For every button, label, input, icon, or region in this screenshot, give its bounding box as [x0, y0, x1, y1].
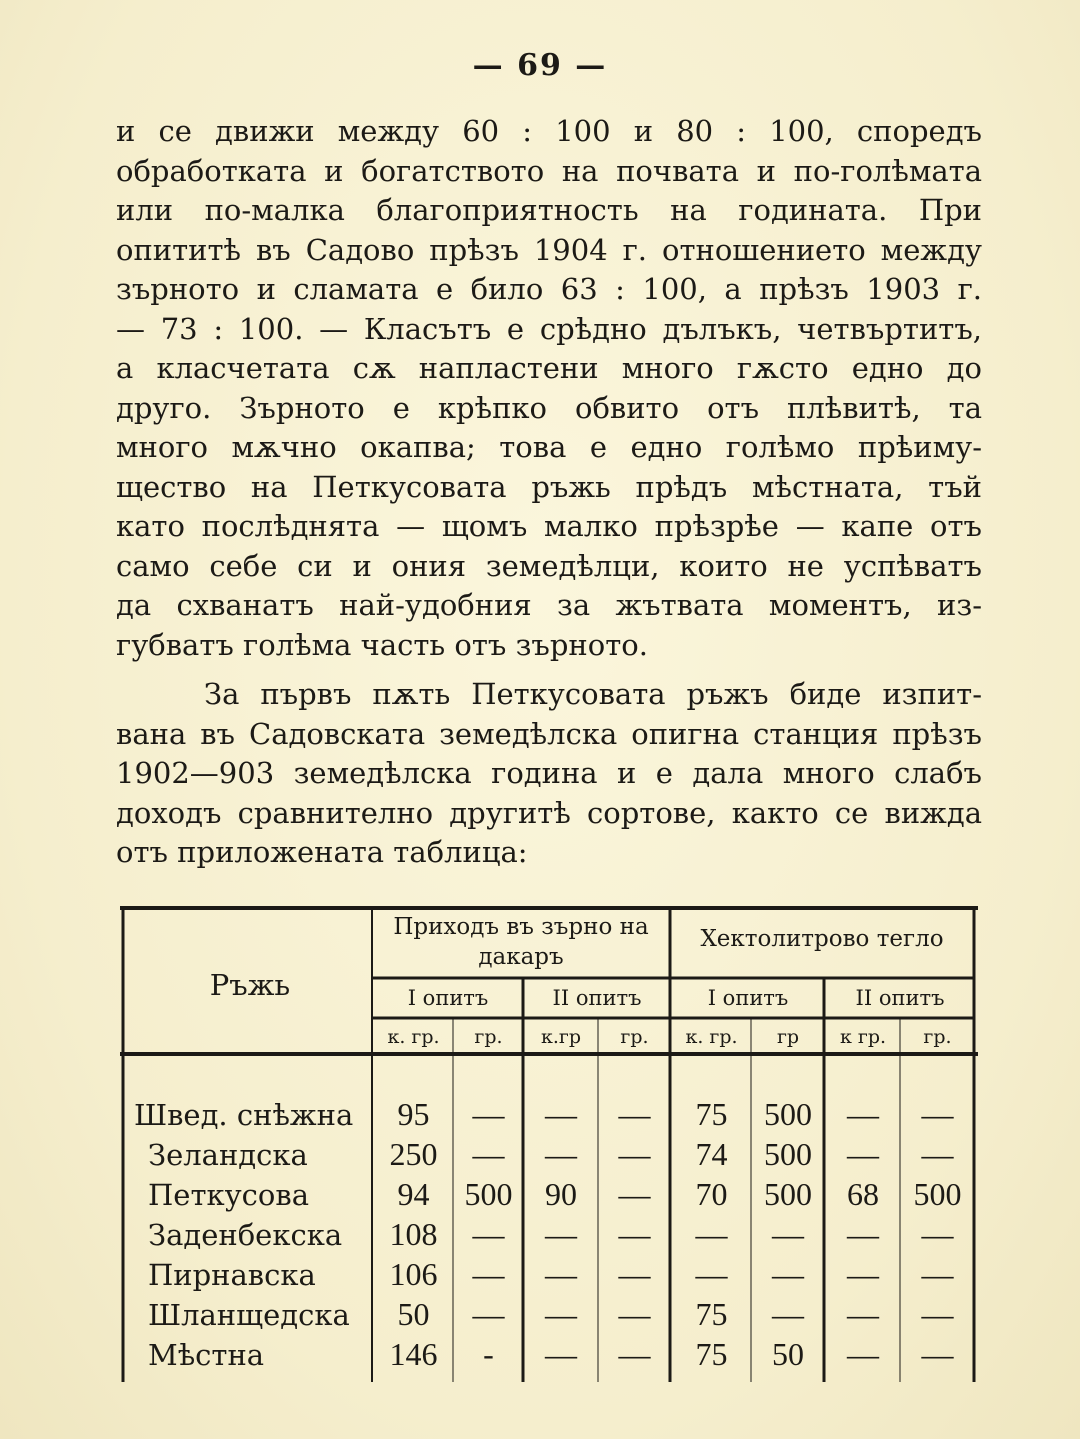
- table-cell: 146: [389, 1336, 438, 1372]
- table-cell: —: [618, 1216, 651, 1252]
- table-cell: —: [847, 1096, 879, 1132]
- row-label: Зеландска: [148, 1138, 308, 1172]
- table-cell: 75: [695, 1096, 728, 1132]
- table-cell: —: [921, 1296, 954, 1332]
- corner-label: Ръжь: [209, 968, 291, 1002]
- table-cell: 250: [389, 1136, 438, 1172]
- table-cell: —: [545, 1336, 577, 1372]
- table-cell: 70: [695, 1176, 728, 1212]
- table-cell: 68: [847, 1176, 879, 1212]
- table-cell: 500: [764, 1176, 812, 1212]
- table-cell: 90: [545, 1176, 577, 1212]
- text-line: За първъ пѫть Петкусовата ръжъ биде изпит-: [204, 677, 982, 711]
- trial-header: I опитъ: [707, 986, 789, 1010]
- table-cell: —: [847, 1336, 879, 1372]
- unit-header: гр.: [923, 1026, 952, 1048]
- group-header-yield: Приходъ въ зърно на дакаръ: [393, 914, 649, 970]
- table-cell: 75: [695, 1296, 728, 1332]
- table-cell: 50: [772, 1336, 804, 1372]
- table-cell: —: [772, 1256, 804, 1292]
- table-cell: —: [847, 1136, 879, 1172]
- unit-header: гр.: [474, 1026, 503, 1048]
- table-cell: —: [921, 1096, 954, 1132]
- text-line: а класчетата сѫ напластени много гѫсто едно до: [116, 351, 982, 385]
- table-cell: —: [618, 1096, 651, 1132]
- table-cell: —: [545, 1296, 577, 1332]
- table-cell: 500: [764, 1136, 812, 1172]
- table-cell: —: [472, 1296, 505, 1332]
- paragraph-2: [116, 675, 982, 873]
- yield-table: [120, 902, 978, 1392]
- unit-header: к. гр.: [387, 1026, 440, 1048]
- text-line: губватъ голѣма часть отъ зърното.: [116, 627, 648, 662]
- table-cell: -: [483, 1336, 494, 1372]
- table-cell: 500: [464, 1176, 513, 1212]
- table-cell: —: [472, 1256, 505, 1292]
- text-line: — 73 : 100. — Класътъ е срѣдно дълъкъ, четвъртитъ,: [116, 311, 982, 346]
- text-line: вана въ Садовската земедѣлска опигна станция прѣзъ: [116, 716, 982, 751]
- text-line: или по-малка благоприятность на годината. При: [116, 193, 982, 227]
- trial-header: I опитъ: [407, 986, 489, 1010]
- table-cell: 50: [397, 1296, 430, 1332]
- unit-header: гр: [776, 1026, 800, 1048]
- unit-header: гр.: [620, 1026, 649, 1048]
- text-line: отъ приложената таблица:: [116, 835, 528, 869]
- table-cell: —: [618, 1136, 651, 1172]
- table-cell: —: [472, 1096, 505, 1132]
- table-cell: 108: [389, 1216, 438, 1252]
- table-cell: —: [921, 1336, 954, 1372]
- table-cell: —: [695, 1216, 728, 1252]
- table-cell: —: [921, 1216, 954, 1252]
- table-cell: —: [472, 1136, 505, 1172]
- table-cell: 106: [389, 1256, 438, 1292]
- text-line: като послѣднята — щомъ малко прѣзрѣе — капе отъ: [116, 509, 982, 543]
- unit-header: к. гр.: [685, 1026, 738, 1048]
- table-cell: —: [545, 1096, 577, 1132]
- table-cell: 94: [397, 1176, 430, 1212]
- unit-header: к гр.: [839, 1026, 887, 1048]
- table-cell: —: [772, 1216, 804, 1252]
- row-label: Заденбекска: [148, 1218, 343, 1252]
- page-number: — 69 —: [472, 48, 608, 83]
- table-cell: —: [545, 1136, 577, 1172]
- text-line: 1902—903 земедѣлска година и е дала много слабъ: [116, 756, 982, 790]
- row-label: Шланщедска: [148, 1298, 350, 1332]
- table-cell: —: [847, 1216, 879, 1252]
- table-cell: —: [472, 1216, 505, 1252]
- trial-header: II опитъ: [552, 986, 642, 1010]
- text-line: да схванатъ най-удобния за жътвата моментъ, из-: [116, 588, 982, 622]
- table-cell: —: [545, 1216, 577, 1252]
- trial-header: II опитъ: [855, 986, 945, 1010]
- body-text: [116, 112, 982, 873]
- text-line: щество на Петкусовата ръжь прѣдъ мѣстната, тъй: [116, 469, 982, 504]
- text-line: много мѫчно окапва; това е едно голѣмо прѣиму-: [116, 430, 982, 464]
- table-cell: —: [921, 1256, 954, 1292]
- table-cell: —: [618, 1336, 651, 1372]
- row-label: Пирнавска: [148, 1258, 316, 1292]
- row-label: Мѣстна: [148, 1338, 265, 1372]
- table-cell: —: [847, 1296, 879, 1332]
- text-line: само себе си и ония земедѣлци, които не успѣватъ: [116, 548, 982, 583]
- table-cell: —: [618, 1296, 651, 1332]
- row-label: Швед. снѣжна: [134, 1098, 354, 1132]
- paragraph-1: [116, 112, 982, 665]
- table-cell: 500: [913, 1176, 962, 1212]
- table-cell: 95: [397, 1096, 430, 1132]
- table-cell: —: [695, 1256, 728, 1292]
- text-line: друго. Зърното е крѣпко обвито отъ плѣвитѣ, та: [116, 390, 982, 425]
- group-header-hectoliter: Хектолитрово тегло: [700, 926, 944, 952]
- table-cell: —: [772, 1296, 804, 1332]
- table-cell: —: [545, 1256, 577, 1292]
- table-cell: —: [921, 1136, 954, 1172]
- table-cell: —: [618, 1176, 651, 1212]
- text-line: и се движи между 60 : 100 и 80 : 100, споредъ: [116, 114, 982, 148]
- table-cell: 75: [695, 1336, 728, 1372]
- table-cell: —: [847, 1256, 879, 1292]
- table-cell: —: [618, 1256, 651, 1292]
- text-line: опититѣ въ Садово прѣзъ 1904 г. отношението между: [116, 232, 982, 267]
- text-line: зърното и сламата е било 63 : 100, а прѣзъ 1903 г.: [116, 272, 982, 306]
- text-line: обработката и богатството на почвата и по-голѣмата: [116, 153, 982, 188]
- text-line: доходъ сравнително другитѣ сортове, както се вижда: [116, 795, 982, 830]
- table-cell: 74: [695, 1136, 728, 1172]
- row-label: Петкусова: [148, 1178, 310, 1212]
- unit-header: к.гр: [540, 1026, 582, 1048]
- table-cell: 500: [764, 1096, 812, 1132]
